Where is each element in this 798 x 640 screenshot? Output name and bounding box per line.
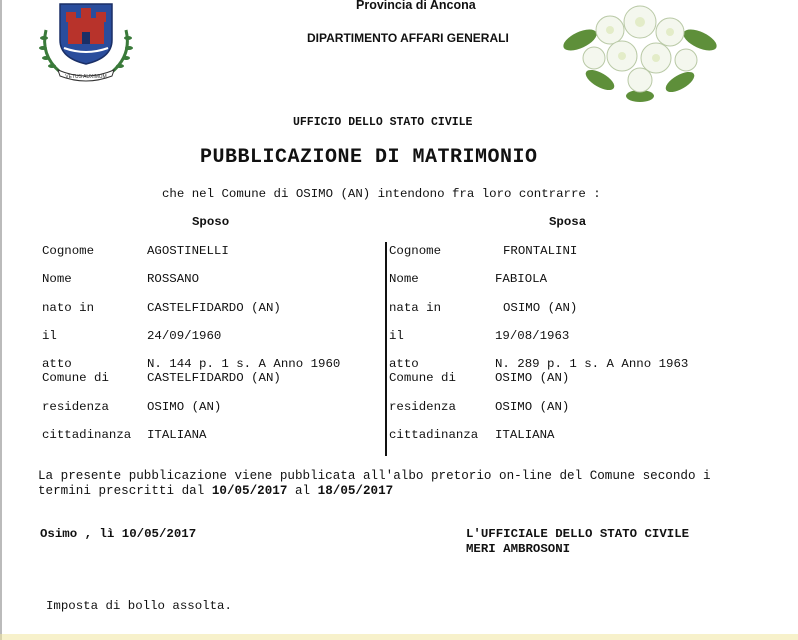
province-label: Provincia di Ancona (356, 0, 476, 12)
notice-mid: al (287, 484, 318, 498)
bride-label: nata in (389, 301, 442, 315)
bride-heading: Sposa (549, 215, 587, 229)
flower-bouquet-icon (560, 0, 720, 104)
document-title: PUBBLICAZIONE DI MATRIMONIO (200, 146, 538, 169)
groom-label: Nome (42, 272, 72, 286)
groom-value: ROSSANO (147, 272, 200, 286)
groom-value: CASTELFIDARDO (AN) (147, 371, 281, 385)
groom-value: CASTELFIDARDO (AN) (147, 301, 281, 315)
place-date: Osimo , lì 10/05/2017 (40, 527, 197, 541)
bride-value: FRONTALINI (503, 244, 578, 258)
groom-value: ITALIANA (147, 428, 207, 442)
groom-value: 24/09/1960 (147, 329, 222, 343)
bottom-stripe (0, 632, 798, 640)
publication-end-date: 18/05/2017 (317, 484, 394, 498)
column-divider (385, 242, 387, 456)
office-heading: UFFICIO DELLO STATO CIVILE (293, 116, 473, 129)
signature-name: MERI AMBROSONI (466, 542, 571, 556)
bride-label: il (389, 329, 404, 343)
bride-value: 19/08/1963 (495, 329, 570, 343)
crest-motto: VETUS AUXIMUM (65, 74, 107, 80)
notice-prefix: termini prescritti dal (38, 484, 212, 498)
signature-role: L'UFFICIALE DELLO STATO CIVILE (466, 527, 690, 541)
bride-label: cittadinanza (389, 428, 479, 442)
groom-label: nato in (42, 301, 95, 315)
groom-label: il (42, 329, 57, 343)
bride-value: FABIOLA (495, 272, 548, 286)
bride-label: Cognome (389, 244, 442, 258)
bride-label: atto (389, 357, 419, 371)
bride-value: OSIMO (AN) (495, 400, 570, 414)
intro-text: che nel Comune di OSIMO (AN) intendono fra loro contrarre : (162, 187, 601, 201)
groom-label: Comune di (42, 371, 109, 385)
groom-value: OSIMO (AN) (147, 400, 222, 414)
groom-label: atto (42, 357, 72, 371)
groom-label: residenza (42, 400, 109, 414)
stamp-duty-note: Imposta di bollo assolta. (46, 599, 232, 613)
groom-value: AGOSTINELLI (147, 244, 229, 258)
bride-label: Nome (389, 272, 419, 286)
bride-value: N. 289 p. 1 s. A Anno 1963 (495, 357, 689, 371)
bride-value: OSIMO (AN) (495, 371, 570, 385)
bride-value: ITALIANA (495, 428, 555, 442)
groom-heading: Sposo (192, 215, 230, 229)
coat-of-arms-icon (38, 0, 134, 84)
groom-label: Cognome (42, 244, 95, 258)
notice-line-2 (38, 484, 393, 498)
groom-label: cittadinanza (42, 428, 132, 442)
notice-line-1: La presente pubblicazione viene pubblicata all'albo pretorio on-line del Comune secondo i (38, 469, 711, 483)
bride-label: residenza (389, 400, 456, 414)
publication-start-date: 10/05/2017 (211, 484, 288, 498)
department-label: DIPARTIMENTO AFFARI GENERALI (307, 31, 509, 45)
groom-value: N. 144 p. 1 s. A Anno 1960 (147, 357, 341, 371)
bride-label: Comune di (389, 371, 456, 385)
bride-value: OSIMO (AN) (503, 301, 578, 315)
